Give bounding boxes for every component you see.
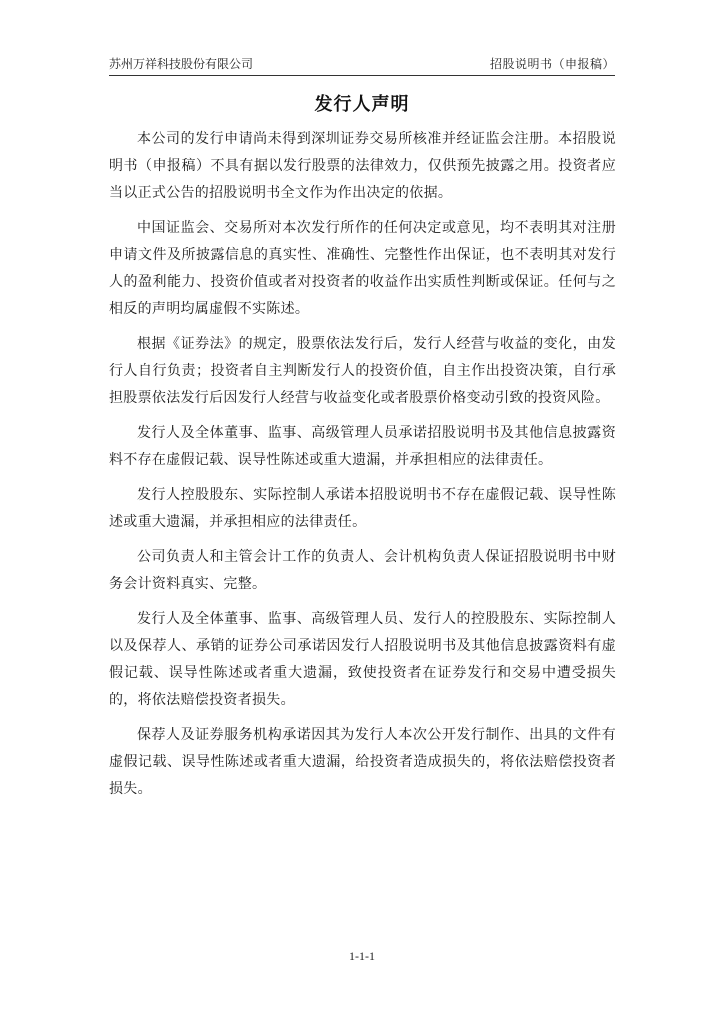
header-company-name: 苏州万祥科技股份有限公司: [109, 57, 254, 71]
page-number: 1-1-1: [349, 949, 375, 963]
page-header: [109, 50, 615, 76]
page-title: 发行人声明: [314, 94, 410, 115]
header-document-name: 招股说明书（申报稿）: [489, 57, 615, 71]
declaration-body: [109, 126, 616, 811]
paragraph: 根据《证券法》的规定，股票依法发行后，发行人经营与收益的变化，由发行人自行负责；投资者自主判断发行人的投资价值，自主作出投资决策，自行承担股票依法发行后因发行人经营与收益变化或者股票价格变动引致的投资风险。: [109, 336, 616, 406]
paragraph: 公司负责人和主管会计工作的负责人、会计机构负责人保证招股说明书中财务会计资料真实、完整。: [109, 549, 616, 592]
paragraph: 本公司的发行申请尚未得到深圳证券交易所核准并经证监会注册。本招股说明书（申报稿）不具有据以发行股票的法律效力，仅供预先披露之用。投资者应当以正式公告的招股说明书全文作为作出决定的依据。: [109, 131, 616, 201]
paragraph: 发行人及全体董事、监事、高级管理人员、发行人的控股股东、实际控制人以及保荐人、承销的证券公司承诺因发行人招股说明书及其他信息披露资料有虚假记载、误导性陈述或者重大遗漏，致使投资者在证券发行和交易中遭受损失的，将依法赔偿投资者损失。: [109, 611, 616, 708]
paragraph: 发行人控股股东、实际控制人承诺本招股说明书不存在虚假记载、误导性陈述或重大遗漏，并承担相应的法律责任。: [109, 487, 616, 530]
paragraph: 中国证监会、交易所对本次发行所作的任何决定或意见，均不表明其对注册申请文件及所披露信息的真实性、准确性、完整性作出保证，也不表明其对发行人的盈利能力、投资价值或者对投资者的收益作出实质性判断或保证。任何与之相反的声明均属虚假不实陈述。: [109, 220, 616, 317]
paragraph: 发行人及全体董事、监事、高级管理人员承诺招股说明书及其他信息披露资料不存在虚假记载、误导性陈述或重大遗漏，并承担相应的法律责任。: [109, 425, 616, 468]
paragraph: 保荐人及证券服务机构承诺因其为发行人本次公开发行制作、出具的文件有虚假记载、误导性陈述或者重大遗漏，给投资者造成损失的，将依法赔偿投资者损失。: [109, 727, 616, 797]
